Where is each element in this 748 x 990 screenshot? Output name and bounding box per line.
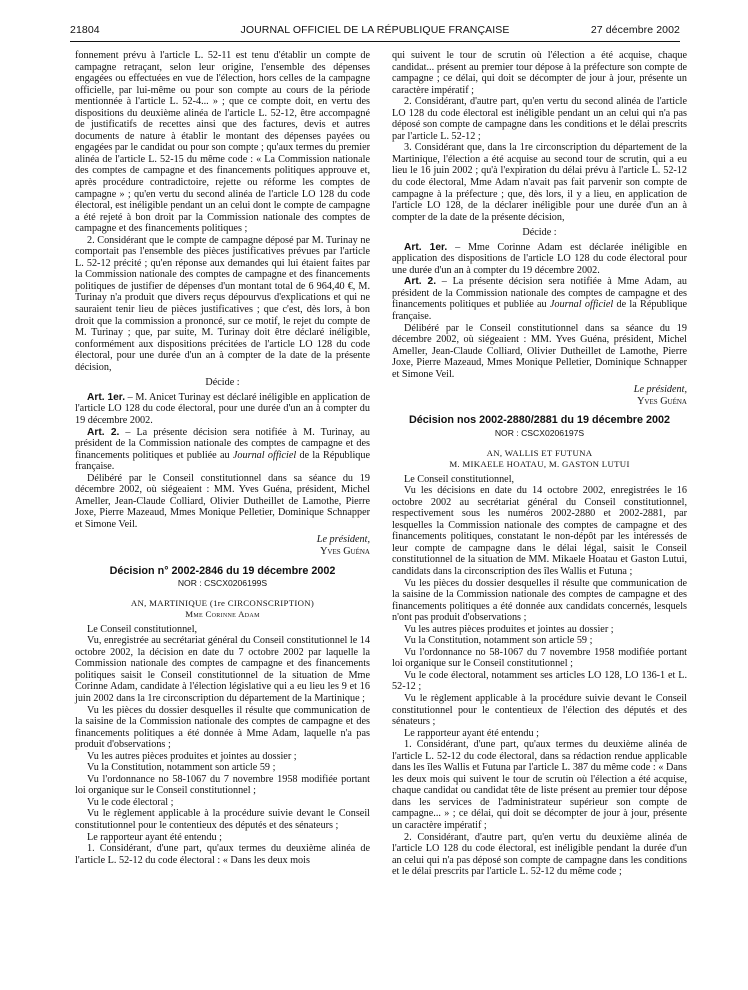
- paragraph: Vu les pièces du dossier desquelles il résulte que communication de la saisine de la Commission nationale des comptes de campagne et des financements politiques a été donnée à Mme Adam, laquelle n'a pas produit d'observations ;: [75, 704, 370, 751]
- signature-role: Le président,: [316, 534, 370, 546]
- page-header: [70, 24, 680, 38]
- paragraph: Vu, enregistrée au secrétariat général du Conseil constitutionnel le 14 octobre 2002, la décision en date du 7 octobre 2002 par laquelle la Commission nationale des comptes de campagne et des financements politiques saisit le Conseil constitutionnel de la situation de Mme Corinne Adam, candidate à l'élection législative qui a eu lieu les 9 et 16 juin 2002 dans la 1re circonscription du département de la Martinique ;: [75, 635, 370, 704]
- article-text: – M. Anicet Turinay est déclaré inéligible en application de l'article LO 128 du code électoral, pour une durée d'un an à compter du 19 décembre 2002.: [75, 391, 370, 426]
- paragraph: Vu la Constitution, notamment son article 59 ;: [404, 635, 593, 647]
- paragraph: 3. Considérant que, dans la 1re circonscription du département de la Martinique, l'élection a été acquise au second tour de scrutin, qui a eu lieu le 16 juin 2002 ; qu'à l'expiration du délai prévu à l'article L. 52-12 du code électoral, Mme Adam n'avait pas fait parvenir son compte de campagne à la préfecture ; que, dès lors, il y a lieu, en application de l'article LO 128, de la déclarer inéligible pour une durée d'un an à compter de la date de la présente décision,: [392, 142, 687, 223]
- candidate-name: Mme Corinne Adam: [185, 609, 260, 620]
- paragraph: 1. Considérant, d'une part, qu'aux termes du deuxième alinéa de l'article L. 52-12 du code électoral, dans sa rédaction rendue applicable dans les îles Wallis et Futuna par l'article L. 387 du même code : « Dans les deux mois qui suivent le tour de scrutin où l'élection a été acquise, chaque candidat ou candidat tête de liste présent au premier tour dépose dans les services de l'administrateur supérieur son compte de campagne... » ; ce délai, qui doit se décompter de jour à jour, présente un caractère impératif ;: [392, 739, 687, 831]
- paragraph: Vu le code électoral ;: [87, 796, 174, 808]
- article-text: – La présente décision sera notifiée à M. Turinay, au président de la Commission nationale des comptes de campagne et des financements politiques et publiée au: [75, 426, 371, 461]
- nor-reference: NOR : CSCX0206197S: [494, 427, 585, 438]
- paragraph: fonnement prévu à l'article L. 52-11 est tenu d'établir un compte de campagne retraçant, selon leur origine, l'ensemble des dépenses engagées ou effectuées en vue de l'élection, hors celles de la campagne officielle, par lui-même ou pour son compte au cours de la période mentionnée à l'article L. 52-4... » ; que ce compte doit, en vertu des dispositions du deuxième alinéa de l'article L. 52-12, être accompagné de justificatifs de recettes ainsi que des factures, devis et autres documents de nature à établir le montant des dépenses payées ou engagées par le candidat ou pour son compte ; qu'aux termes du premier alinéa de l'article L. 52-15 du même code : « La Commission nationale des comptes de campagne et des financements politiques approuve et, après procédure contradictoire, rejette ou réforme les comptes de campagne » ; qu'en vertu du second alinéa de l'article LO 128 du code électoral, est inéligible pendant un an celui dont le compte de campagne a été rejeté à bon droit par la Commission nationale des comptes de campagne et des financements politiques ;: [75, 50, 370, 235]
- journal-title: JOURNAL OFFICIEL DE LA RÉPUBLIQUE FRANÇAISE: [240, 24, 510, 36]
- article-1: [75, 392, 370, 427]
- signature-name: Yves Guéna: [637, 395, 687, 407]
- deliberation: Délibéré par le Conseil constitutionnel dans sa séance du 19 décembre 2002, où siégeaient : MM. Yves Guéna, président, Michel Ameller, Jean-Claude Colliard, Olivier Dutheillet de Lamothe, Pierre Joxe, Pierre Mazeaud, Mmes Monique Pelletier, Dominique Schnapper et Simone Veil.: [75, 472, 370, 530]
- left-column: [75, 50, 370, 866]
- article-label: Art. 1er.: [404, 241, 448, 253]
- signature: [75, 534, 370, 557]
- paragraph: Vu les pièces du dossier desquelles il résulte que communication de la saisine de la Commission nationale des comptes de campagne et des financements politiques a été donnée aux candidats concernés, lesquels n'ont pas produit d'observations ;: [392, 577, 687, 624]
- article-text: de la République française.: [75, 449, 370, 473]
- decide-heading: Décide :: [205, 377, 240, 389]
- article-2: [75, 427, 370, 473]
- decide-heading: Décide :: [522, 227, 557, 239]
- article-text: – La présente décision sera notifiée à Mme Adam, au président de la Commission nationale des comptes de campagne et des financements politiques et publiée au: [392, 276, 687, 311]
- paragraph: Le Conseil constitutionnel,: [404, 473, 515, 485]
- nor-reference: NOR : CSCX0206199S: [177, 578, 268, 589]
- paragraph: Vu le règlement applicable à la procédure suivie devant le Conseil constitutionnel pour le contentieux de l'élection des députés et des sénateurs ;: [392, 692, 687, 728]
- paragraph: Vu les décisions en date du 14 octobre 2002, enregistrées le 16 octobre 2002 au secrétariat général du Conseil constitutionnel, respectivement sous les numéros 2002-2880 et 2002-2881, par lesquelles la Commission nationale des comptes de campagne et des financements politiques, constatant le non-dépôt par les intéressés de leur compte de campagne dans le délai légal, saisit le Conseil constitutionnel de la situation de MM. Mikaele Hoatau et Gaston Lutui, candidats dans la circonscription des îles Wallis et Futuna ;: [392, 485, 687, 577]
- article-1: [392, 242, 687, 277]
- article-text: de la République française.: [392, 299, 687, 323]
- article-label: Art. 2.: [404, 276, 437, 288]
- article-text: – Mme Corinne Adam est déclarée inéligible en application des dispositions de l'article LO 128 du code électoral pour une durée d'un an à compter du 19 décembre 2002.: [392, 241, 687, 276]
- paragraph: Vu les autres pièces produites et jointes au dossier ;: [404, 623, 614, 635]
- paragraph: Le rapporteur ayant été entendu ;: [87, 831, 222, 843]
- journal-name: Journal officiel: [549, 299, 614, 311]
- paragraph: 2. Considérant, d'autre part, qu'en vertu du deuxième alinéa de l'article LO 128 du code électoral, est inéligible pendant la durée d'un an celui qui n'a pas déposé son compte de campagne dans les conditions et le délai prescrits par l'article L. 52-12 du même code ;: [392, 831, 687, 878]
- candidate-names: M. MIKAELE HOATAU, M. GASTON LUTUI: [449, 459, 630, 470]
- right-column: [392, 50, 687, 878]
- publication-date: 27 décembre 2002: [590, 24, 680, 36]
- deliberation: Délibéré par le Conseil constitutionnel dans sa séance du 19 décembre 2002, où siégeaient : MM. Yves Guéna, président, Michel Ameller, Jean-Claude Colliard, Olivier Dutheillet de Lamothe, Pierre Joxe, Pierre Mazeaud, Mmes Monique Pelletier, Dominique Schnapper et Simone Veil.: [392, 322, 687, 380]
- decision-title: Décision n° 2002-2846 du 19 décembre 2002: [109, 564, 336, 577]
- paragraph: Vu l'ordonnance no 58-1067 du 7 novembre 1958 modifiée portant loi organique sur le Conseil constitutionnel ;: [392, 646, 687, 670]
- paragraph: qui suivent le tour de scrutin où l'élection a été acquise, chaque candidat... présent au premier tour dépose à la préfecture son compte de campagne ; ce délai, qui doit se décompter de jour à jour, présente un caractère impératif ;: [392, 50, 687, 96]
- article-label: Art. 2.: [87, 426, 120, 438]
- signature: [392, 384, 687, 407]
- decision-title: Décision nos 2002-2880/2881 du 19 décembre 2002: [408, 414, 671, 427]
- page-number: 21804: [70, 24, 100, 36]
- paragraph: Le rapporteur ayant été entendu ;: [404, 727, 539, 739]
- paragraph: Vu le règlement applicable à la procédure suivie devant le Conseil constitutionnel pour le contentieux des députés et des sénateurs ;: [75, 808, 370, 831]
- paragraph: Vu l'ordonnance no 58-1067 du 7 novembre 1958 modifiée portant loi organique sur le Conseil constitutionnel ;: [75, 773, 370, 797]
- constituency: AN, WALLIS ET FUTUNA: [486, 447, 593, 458]
- article-label: Art. 1er.: [87, 391, 126, 403]
- paragraph: Vu la Constitution, notamment son article 59 ;: [87, 762, 276, 774]
- paragraph: Vu les autres pièces produites et jointes au dossier ;: [87, 750, 297, 762]
- paragraph: 1. Considérant, d'une part, qu'aux termes du deuxième alinéa de l'article L. 52-12 du code électoral : « Dans les deux mois: [75, 843, 370, 866]
- signature-role: Le président,: [633, 384, 687, 396]
- paragraph: Vu le code électoral, notamment ses articles LO 128, LO 136-1 et L. 52-12 ;: [392, 669, 687, 693]
- paragraph: 2. Considérant, d'autre part, qu'en vertu du second alinéa de l'article LO 128 du code électoral est inéligible pendant un an celui qui n'a pas déposé son compte de campagne dans les conditions et le délai prescrits par l'article L. 52-12 ;: [392, 96, 687, 142]
- paragraph: 2. Considérant que le compte de campagne déposé par M. Turinay ne comportait pas l'ensemble des pièces justificatives prévues par l'article L. 52-12 précité ; qu'en réponse aux demandes qui lui étaient faites par la Commission nationale des comptes de campagne et des financements politiques de justifier de dépenses d'un montant total de 6 964,40 €, M. Turinay n'a produit que divers reçus dépourvus d'explications et qui ne sauraient tenir lieu de pièces justificatives ; que c'est, dès lors, à bon droit que la commission a prononcé, sur ce motif, le rejet du compte de M. Turinay ; que, par suite, M. Turinay doit être déclaré inéligible, conformément aux dispositions précitées de l'article LO 128 du code électoral, pour une durée d'un an à compter de la date de la présente décision,: [75, 234, 370, 373]
- article-2: [392, 276, 687, 322]
- header-rule: [70, 41, 680, 42]
- signature-name: Yves Guéna: [320, 545, 370, 557]
- paragraph: Le Conseil constitutionnel,: [87, 623, 198, 635]
- constituency: AN, MARTINIQUE (1re CIRCONSCRIPTION): [130, 597, 315, 608]
- journal-name: Journal officiel: [232, 449, 297, 461]
